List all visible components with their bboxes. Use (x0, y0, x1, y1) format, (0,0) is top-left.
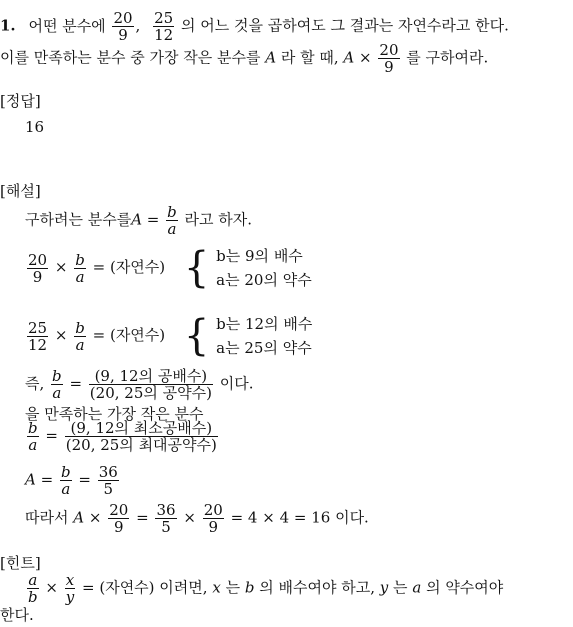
problem-line-2 (0, 42, 488, 75)
solution-line-3: $\frac{25}{12}$ × $\frac{b}{a}$ = (자연수) { b는 12의 배수 a는 25의 약수 (28, 311, 313, 361)
problem-text: 이를 만족하는 분수 중 가장 작은 분수를 (0, 48, 261, 67)
solution-line-2: $\frac{20}{9}$ × $\frac{b}{a}$ = (자연수) { b는 9의 배수 a는 20의 약수 (28, 243, 312, 293)
hint-line-2: 한다. (0, 606, 34, 624)
problem-text: 를 구하여라. (406, 48, 489, 67)
times-sign: × (359, 48, 372, 67)
fraction-20-9: $\frac{20}{9}$ (113, 9, 133, 44)
var-a: A (265, 48, 277, 67)
hint-label: [힌트] (0, 554, 41, 572)
left-brace: { (183, 311, 210, 361)
problem-line-1: 1. 어떤 분수에 $\frac{20}{9}$ , $\frac{25}{12}$ 의 어느 것을 곱하여도 그 결과는 자연수라고 한다. (0, 9, 509, 44)
fraction-25-12: $\frac{25}{12}$ (154, 9, 174, 44)
hint-line-1: $\frac{a}{b}$ × $\frac{x}{y}$ = (자연수) 이려면, x 는 b 의 배수여야 하고, y 는 a 의 약수여야 (28, 571, 504, 606)
solution-line-5: 을 만족하는 가장 작은 분수 (25, 405, 204, 423)
problem-text: 어떤 분수에 (28, 16, 106, 35)
solution-line-7: A = $\frac{b}{a}$ = $\frac{36}{5}$ (25, 463, 118, 498)
left-brace: { (183, 243, 210, 293)
solution-line-1: 구하려는 분수를A = $\frac{b}{a}$ 라고 하자. (25, 203, 253, 238)
problem-number: 1. (0, 16, 16, 35)
problem-text: 라 할 때, (280, 48, 339, 67)
solution-line-8: 따라서 A × $\frac{20}{9}$ = $\frac{36}{5}$ × $\frac{20}{9}$ = 4 × 4 = 16 이다. (25, 501, 369, 536)
answer-value: 16 (25, 118, 45, 136)
solution-line-6: $\frac{b}{a}$ = (9, 12의 최소공배수) (20, 25의 최대공약수) (28, 419, 217, 454)
solution-line-4: 즉, $\frac{b}{a}$ = (9, 12의 공배수) (20, 25의 공약수) 이다. (25, 367, 254, 402)
answer-label: [정답] (0, 92, 41, 110)
fraction-20-9: $\frac{20}{9}$ (379, 41, 399, 76)
problem-text: 의 어느 것을 곱하여도 그 결과는 자연수라고 한다. (180, 16, 509, 35)
solution-label: [해설] (0, 182, 41, 200)
var-a: A (343, 48, 355, 67)
